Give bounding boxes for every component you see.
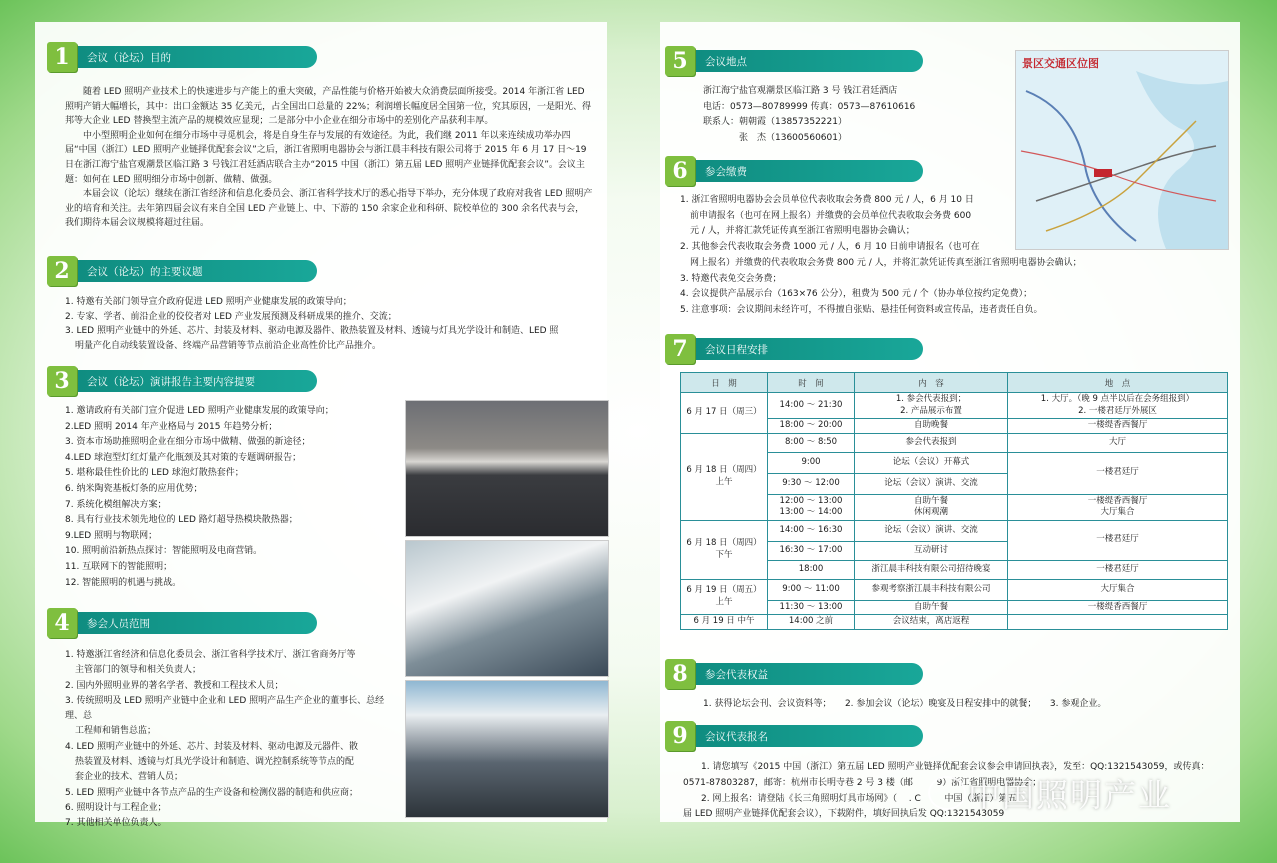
section-6-header [665,160,923,182]
place-cell: 1. 大厅。（晚 9 点半以后在会务组报到） 2. 一楼君廷厅外展区 [1008,393,1228,419]
table-row [681,615,1228,630]
section-1-number: 1 [47,42,77,72]
list-item: 4.LED 球泡型灯红灯量产化瓶颈及其对策的专题调研报告； [65,452,302,463]
content-cell: 1. 参会代表报到； 2. 产品展示布置 [855,393,1008,419]
venue-phone: 电话：0573—80789999 传真：0573—87610616 [703,101,916,112]
content-cell: 自助午餐 休闲观潮 [855,494,1008,520]
contact-1: 联系人：朝朝霞（13857352221） [703,117,847,127]
section-7-number: 7 [665,334,695,364]
date-cell: 6 月 17 日（周三） [681,393,768,434]
registration-line: 0571-87803287，邮寄：杭州市长明寺巷 2 号 3 楼（邮 9）浙江省照明电器协会； [683,777,1042,788]
paragraph: 本届会议（论坛）继续在浙江省经济和信息化委员会、浙江省科学技术厅的悉心指导下举办，充分体现了政府对我省 LED 照明产业的培育和关注。去年第四届会议有来自全国 LED 产业链上、中、下游的 150 余家企业和科研、院校单位的 300 余名代表与会，我们期待本届会议规模将超过往届。 [65,189,593,229]
section-4-title: 参会人员范围 [73,612,317,634]
section-4-number: 4 [47,608,77,638]
watermark-text: 中国照明产业 [968,776,1173,814]
column-header: 地 点 [1008,373,1228,393]
section-8-title: 参会代表权益 [691,663,923,685]
table-row [681,520,1228,541]
list-item: 明量产化自动线装置设备、终端产品营销等节点前沿企业高性价比产品推介。 [75,340,382,351]
time-cell: 8:00 ～ 8:50 [768,433,855,452]
list-item: 2. 国内外照明业界的著名学者、教授和工程技术人员； [65,680,284,691]
list-item: 5. LED 照明产业链中各节点产品的生产设备和检测仪器的制造和供应商； [65,787,358,798]
venue-marker [1094,169,1112,177]
place-cell: 一楼君廷厅 [1008,520,1228,560]
section-2-title: 会议（论坛）的主要议题 [73,260,317,282]
attendees-photo [405,680,609,818]
list-item: 套企业的技术、营销人员； [75,772,184,783]
list-item: 9.LED 照明与物联网； [65,530,158,541]
list-item: 3. 特邀代表免交会务费； [680,273,782,284]
list-item: 11. 互联网下的智能照明； [65,561,173,572]
section-9-title: 会议代表报名 [691,725,923,747]
section-6-title: 参会缴费 [691,160,923,182]
content-cell: 参会代表报到 [855,433,1008,452]
table-header-row [681,373,1228,393]
content-cell: 论坛（会议）演讲、交流 [855,520,1008,541]
time-cell: 14:00 ～ 21:30 [768,393,855,419]
section-1-title: 会议（论坛）目的 [73,46,317,68]
place-cell [1008,615,1228,630]
list-item: 8. 具有行业技术领先地位的 LED 路灯超导热模块散热器； [65,515,298,526]
contact-2: 张 杰（13600560601） [739,132,847,143]
list-item: 3. LED 照明产业链中的外延、芯片、封装及材料、驱动电源及器件、散热装置及材料、透镜与灯具光学设计和制造、LED 照 [65,326,559,337]
time-cell: 9:30 ～ 12:00 [768,473,855,494]
section-6-number: 6 [665,156,695,186]
section-5-header [665,50,923,72]
list-item: 10. 照明前沿新热点探讨：智能照明及电商营销。 [65,546,263,557]
table-row [681,579,1228,600]
content-cell: 自助晚餐 [855,419,1008,434]
list-item: 2. 专家、学者、前沿企业的佼佼者对 LED 产业发展预测及科研成果的推介、交流； [65,311,397,322]
map-title: 景区交通区位图 [1022,57,1099,70]
section-2-header [47,260,317,282]
paragraph: 随着 LED 照明产业技术上的快速进步与产能上的重大突破，产品性能与价格开始被大众消费层面所接受。2014 年浙江省 LED 照明产销大幅增长，其中：出口金额达 35 亿美元，占全国出口总量的 22%；利润增长幅度居全国第一位，究其原因，一是阳光、得邦等大企业 LED 替换型主流产品的规模效应显现；二是部分中小企业在细分市场中的差别化产品获利丰厚。 [65,87,592,127]
list-item: 2. 其他参会代表收取会务费 1000 元 / 人，6 月 10 日前申请报名（也可在 [680,241,980,252]
time-cell: 12:00 ～ 13:00 13:00 ～ 14:00 [768,494,855,520]
place-cell: 大厅集合 [1008,579,1228,600]
list-item: 6. 照明设计与工程企业； [65,802,167,813]
time-cell: 16:30 ～ 17:00 [768,541,855,560]
date-cell: 6 月 19 日（周五） 上午 [681,579,768,615]
section-4-list [65,648,400,832]
section-6-list [680,193,1010,255]
section-7-header [665,338,923,360]
column-header: 时 间 [768,373,855,393]
place-cell: 一楼缇香西餐厅 [1008,419,1228,434]
column-header: 内 容 [855,373,1008,393]
section-9-number: 9 [665,721,695,751]
section-8-body: 1. 获得论坛会刊、会议资料等； 2. 参加会议（论坛）晚宴及日程安排中的就餐； 3. 参观企业。 [703,699,1107,709]
paragraph: 中小型照明企业如何在细分市场中寻觅机会，将是自身生存与发展的有效途径。为此，我们继 2011 年以来连续成功举办四届“中国（浙江）LED 照明产业链择优配套会议”之后，浙江省照明电器协会与浙江晨丰科技有限公司将于 2015 年 6 月 17 日～19 日在浙江海宁盐官观潮景区临江路 3 号钱江君廷酒店联合主办“2015 中国（浙江）第五届 LED 照明产业链择优配套会议”。会议主题：如何在 LED 照明细分市场中创新、做精、做强。 [65,130,587,185]
list-item: 5. 注意事项：会议期间未经许可，不得擅自张贴、悬挂任何资料或宣传品，违者责任自负。 [680,304,1043,315]
registration-line: 1. 请您填写《2015 中国（浙江）第五届 LED 照明产业链择优配套会议参会申请回执表》，发至：QQ:1321543059，或传真： [701,762,1210,772]
schedule-table [680,372,1228,630]
content-cell: 会议结束，离店返程 [855,615,1008,630]
section-8-header [665,663,923,685]
list-item: 3. 资本市场助推照明企业在细分市场中做精、做强的新途径； [65,437,311,448]
column-header: 日 期 [681,373,768,393]
section-3-header [47,370,317,392]
conference-hall-photo [405,400,609,537]
registration-line: 2. 网上报名：请登陆《长三角照明灯具市场网》（ . C 中国（浙江）第五 [701,793,1017,804]
section-7-title: 会议日程安排 [691,338,923,360]
section-2-list [65,295,595,353]
section-3-list [65,404,400,591]
section-2-number: 2 [47,256,77,286]
section-6-list-cont [680,256,1240,318]
section-3-title: 会议（论坛）演讲报告主要内容提要 [73,370,317,392]
section-5-number: 5 [665,46,695,76]
registration-line: 届 LED 照明产业链择优配套会议），下载附件，填好回执后发 QQ:1321543059 [683,809,1005,820]
list-item: 工程师和销售总监； [75,726,157,737]
time-cell: 9:00 ～ 11:00 [768,579,855,600]
time-cell: 14:00 之前 [768,615,855,630]
content-cell: 参观考察浙江晨丰科技有限公司 [855,579,1008,600]
place-cell: 大厅 [1008,433,1228,452]
list-item: 12. 智能照明的机遇与挑战。 [65,577,182,588]
list-item: 7. 系统化模组解决方案； [65,499,167,510]
time-cell: 18:00 [768,560,855,579]
list-item: 前申请报名（也可在网上报名）并缴费的会员单位代表收取会务费 600 [690,210,972,221]
table-row [681,433,1228,452]
place-cell: 一楼君廷厅 [1008,452,1228,494]
time-cell: 18:00 ～ 20:00 [768,419,855,434]
section-5-title: 会议地点 [691,50,923,72]
place-cell: 一楼缇香西餐厅 大厅集合 [1008,494,1228,520]
venue-address: 浙江海宁盐官观潮景区临江路 3 号 钱江君廷酒店 [703,86,898,96]
date-cell: 6 月 19 日 中午 [681,615,768,630]
list-item: 4. LED 照明产业链中的外延、芯片、封装及材料、驱动电源及元器件、散 [65,741,358,752]
time-cell: 9:00 [768,452,855,473]
location-map [1015,50,1229,250]
list-item: 4. 会议提供产品展示台（163×76 公分），租费为 500 元 / 个（协办单位按约定免费）； [680,289,1033,300]
list-item: 网上报名）并缴费的代表收取会务费 800 元 / 人，并将汇款凭证传真至浙江省照明电器协会确认； [690,258,1082,268]
table-row [681,393,1228,419]
map-graphic [1016,51,1228,249]
map-route [1026,91,1136,241]
time-cell: 11:30 ～ 13:00 [768,600,855,615]
place-cell: 一楼君廷厅 [1008,560,1228,579]
date-cell: 6 月 18 日（周四） 下午 [681,520,768,579]
list-item: 5. 堪称最佳性价比的 LED 球泡灯散热套件； [65,468,244,479]
date-cell: 6 月 18 日（周四） 上午 [681,433,768,520]
list-item: 1. 邀请政府有关部门宣介促进 LED 照明产业健康发展的政策导向； [65,406,334,416]
section-1-header [47,46,317,68]
section-5-body [703,84,1003,146]
list-item: 1. 特邀有关部门领导宣介政府促进 LED 照明产业健康发展的政策导向； [65,297,352,307]
section-3-number: 3 [47,366,77,396]
content-cell: 论坛（会议）演讲、交流 [855,473,1008,494]
wechat-icon [928,776,966,810]
section-8-number: 8 [665,659,695,689]
list-item: 1. 浙江省照明电器协会会员单位代表收取会务费 800 元 / 人，6 月 10 日 [680,195,974,205]
section-4-header [47,612,317,634]
list-item: 元 / 人，并将汇款凭证传真至浙江省照明电器协会确认； [690,226,915,237]
list-item: 热装置及材料、透镜与灯具光学设计和制造、调光控制系统等节点的配 [75,757,355,768]
list-item: 1. 特邀浙江省经济和信息化委员会、浙江省科学技术厅、浙江省商务厅等 [65,650,356,660]
section-9-header [665,725,923,747]
map-water [1136,71,1228,249]
list-item: 6. 纳米陶瓷基板灯条的应用优势； [65,483,203,494]
time-cell: 14:00 ～ 16:30 [768,520,855,541]
list-item: 7. 其他相关单位负责人。 [65,818,167,829]
content-cell: 互动研讨 [855,541,1008,560]
list-item: 主管部门的领导和相关负责人； [75,665,202,676]
list-item: 3. 传统照明及 LED 照明产业链中企业和 LED 照明产品生产企业的董事长、总经理、总 [65,695,385,722]
content-cell: 浙江晨丰科技有限公司招待晚宴 [855,560,1008,579]
list-item: 2.LED 照明 2014 年产业格局与 2015 年趋势分析； [65,421,278,432]
section-1-body [65,85,593,231]
content-cell: 自助午餐 [855,600,1008,615]
content-cell: 论坛（会议）开幕式 [855,452,1008,473]
place-cell: 一楼缇香西餐厅 [1008,600,1228,615]
exhibition-photo [405,540,609,677]
